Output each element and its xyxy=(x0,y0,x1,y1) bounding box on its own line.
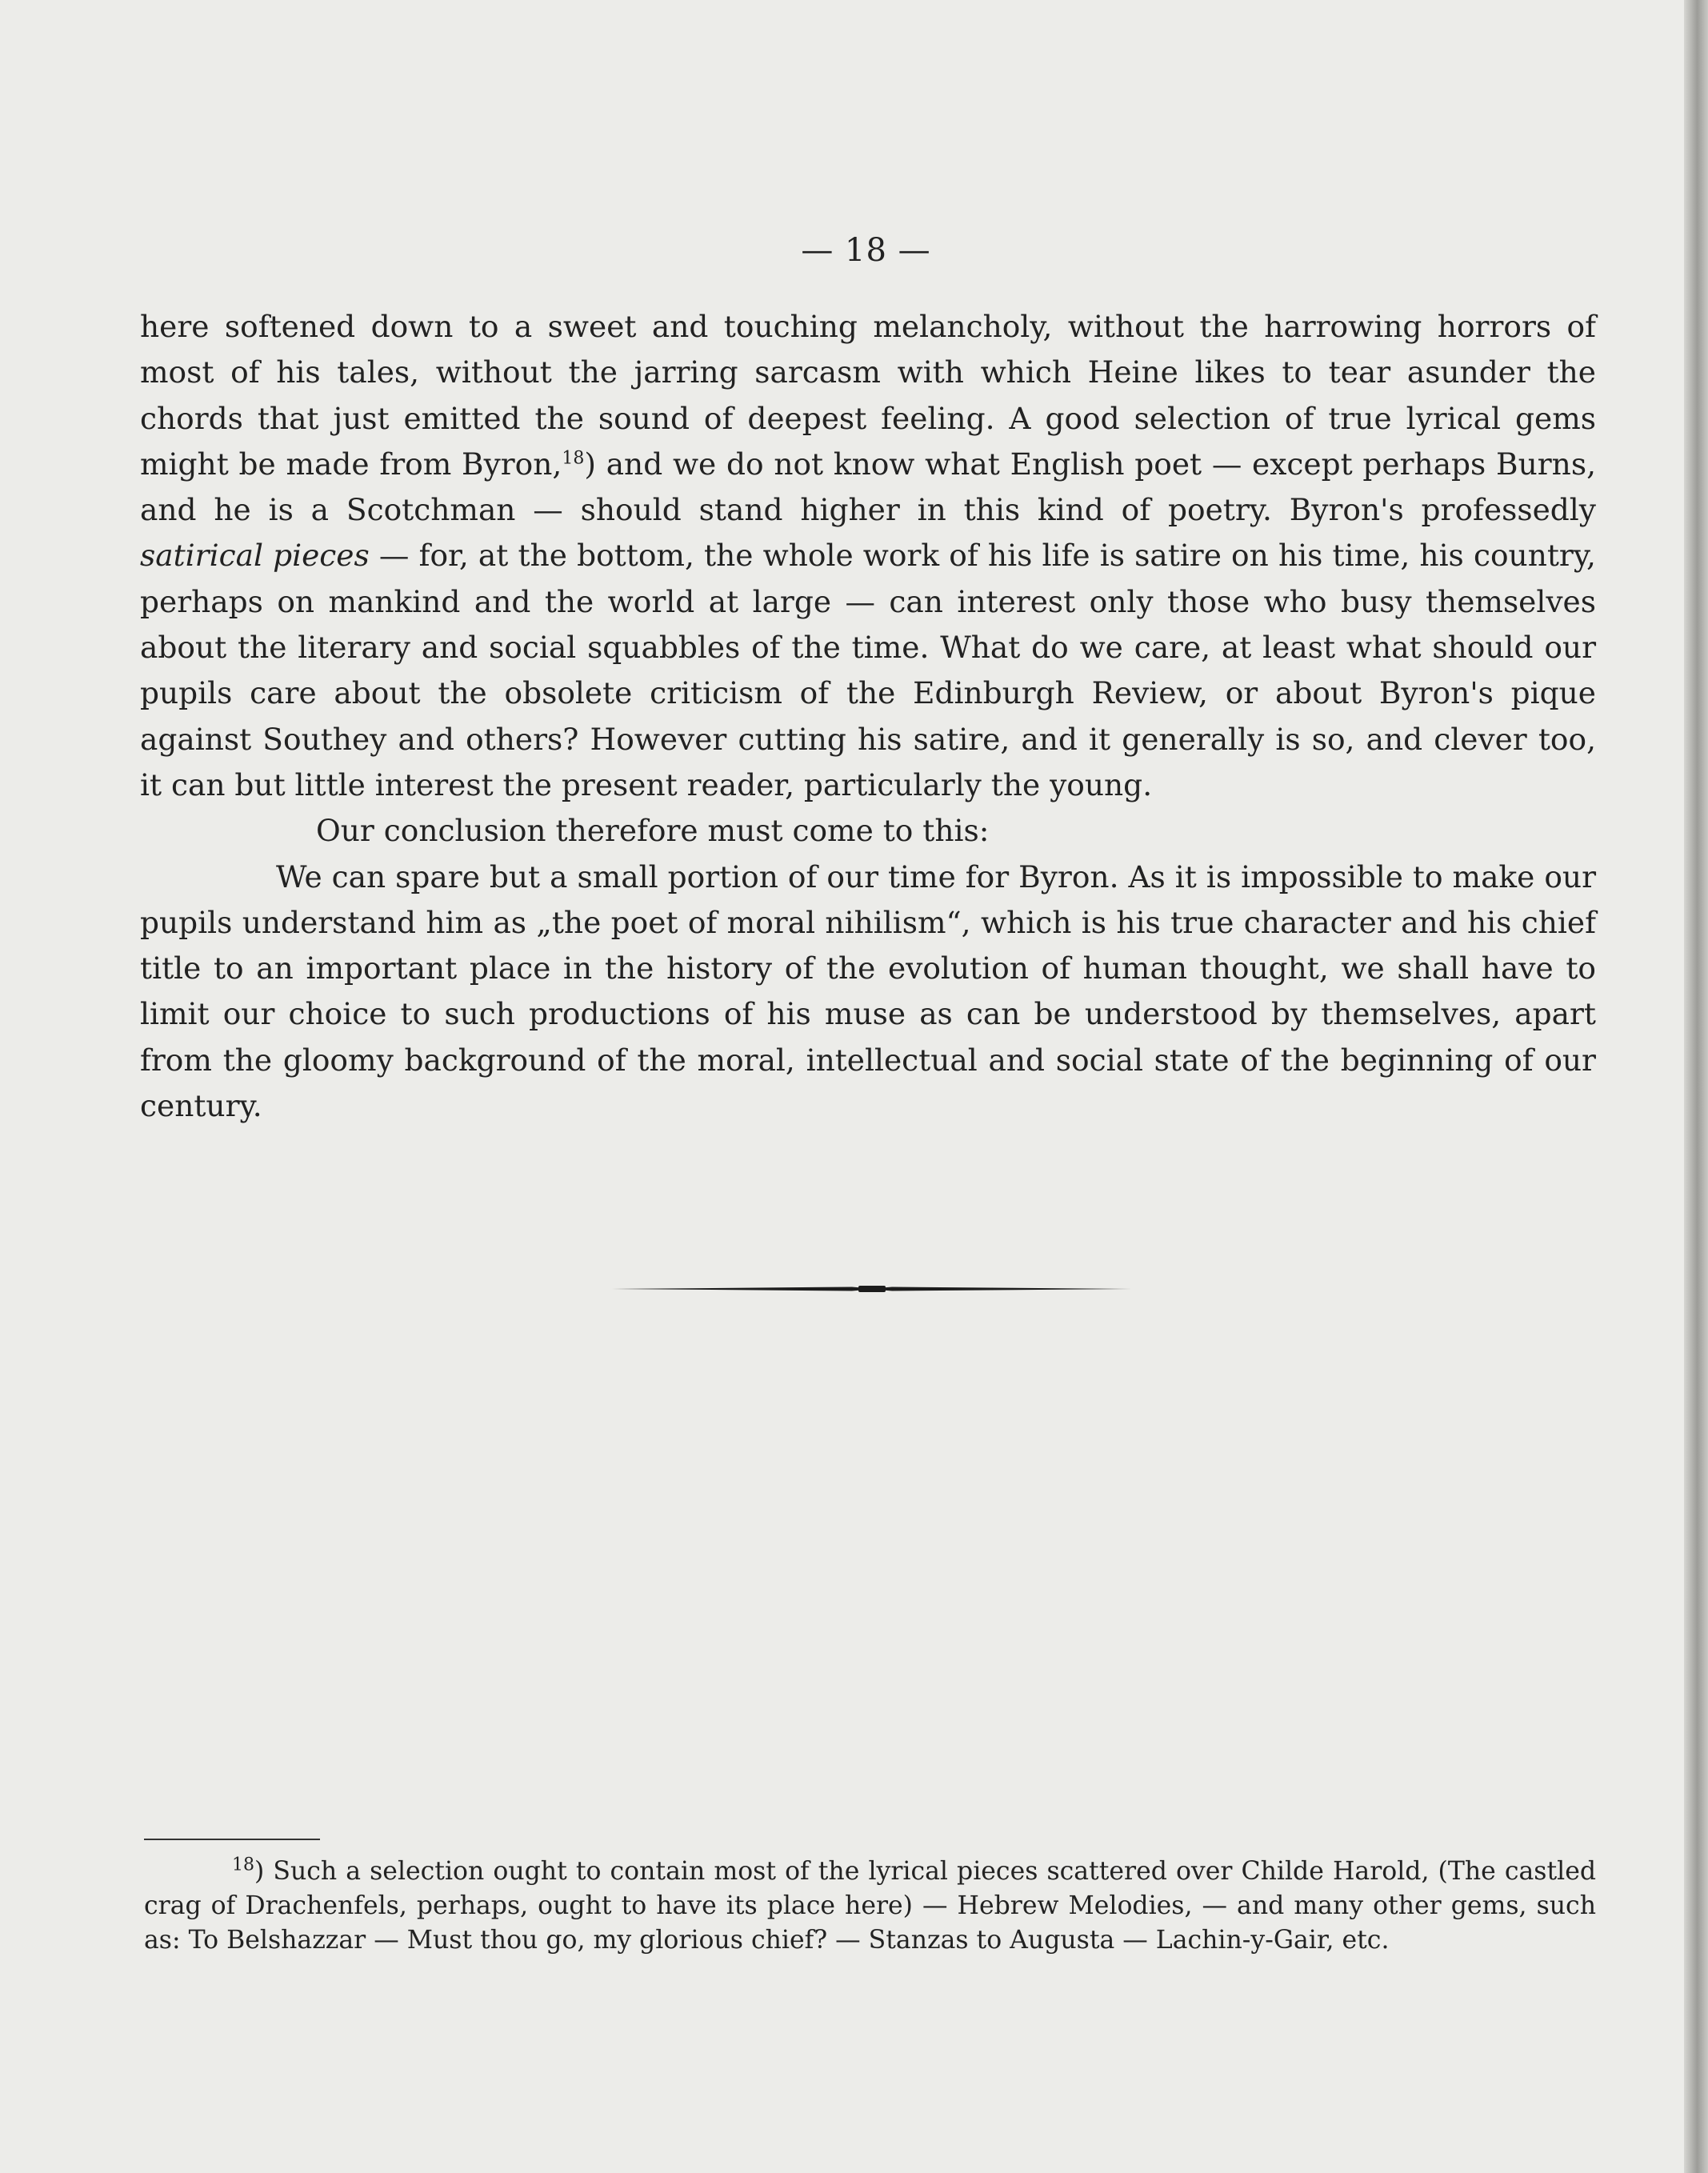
italic-phrase: satirical pieces xyxy=(140,538,370,574)
paragraph-1-part-c: — for, at the bottom, the whole work of his life is satire on his time, his country, perhaps on mankind and the world at large — can interest only those who busy themselves about the literary and social squabbles of the time. What do we care, at least what should our pupils care about the obsolete criticism of the Edinburgh Review, or about Byron's pique against Southey and others? However cutting his satire, and it generally is so, and clever too, it can but little interest the present reader, particularly the young. xyxy=(140,538,1596,802)
paragraph-2: Our conclusion therefore must come to this: xyxy=(316,813,990,849)
footnote-text: ) Such a selection ought to contain most of the lyrical pieces scattered over Childe Harold, (The castled crag of Drachenfels, perhaps, ought to have its place here) — Hebrew Melodies, — and many other gems, such as: To Belshazzar — Must thou go, my glorious chief? — Stanzas to Augusta — Lachin-y-Gair, etc. xyxy=(144,1857,1596,1955)
paragraph-1-part-a: here softened down to a sweet and touching melancholy, without the harrowing horrors of most of his tales, without the jarring sarcasm with which Heine likes to tear asunder the chords that just emitted the sound of deepest feeling. A good selection of true lyrical gems might be made from Byron, xyxy=(140,309,1596,482)
ornamental-rule xyxy=(612,1283,1132,1295)
footnote xyxy=(144,1855,1596,1958)
paragraph-1-part-b: ) and we do not know what English poet — except perhaps Burns, and he is a Scotchman — should stand higher in this kind of poetry. Byron's professedly xyxy=(140,446,1596,528)
paragraph-3: We can spare but a small portion of our time for Byron. As it is impossible to make our pupils understand him as „the poet of moral nihilism“, which is his true character and his chief title to an important place in the history of the evolution of human thought, we shall have to limit our choice to such productions of his muse as can be understood by themselves, apart from the gloomy background of the moral, intellectual and social state of the beginning of our century. xyxy=(140,858,1596,1124)
body-text xyxy=(140,304,1596,1129)
page-number: — 18 — xyxy=(801,232,931,269)
paragraph-1 xyxy=(140,304,1596,808)
footnote-reference: 18 xyxy=(562,448,585,469)
footnote-marker: 18 xyxy=(232,1855,254,1875)
page-edge-shadow xyxy=(1684,0,1708,2173)
footnote-separator xyxy=(144,1839,320,1840)
